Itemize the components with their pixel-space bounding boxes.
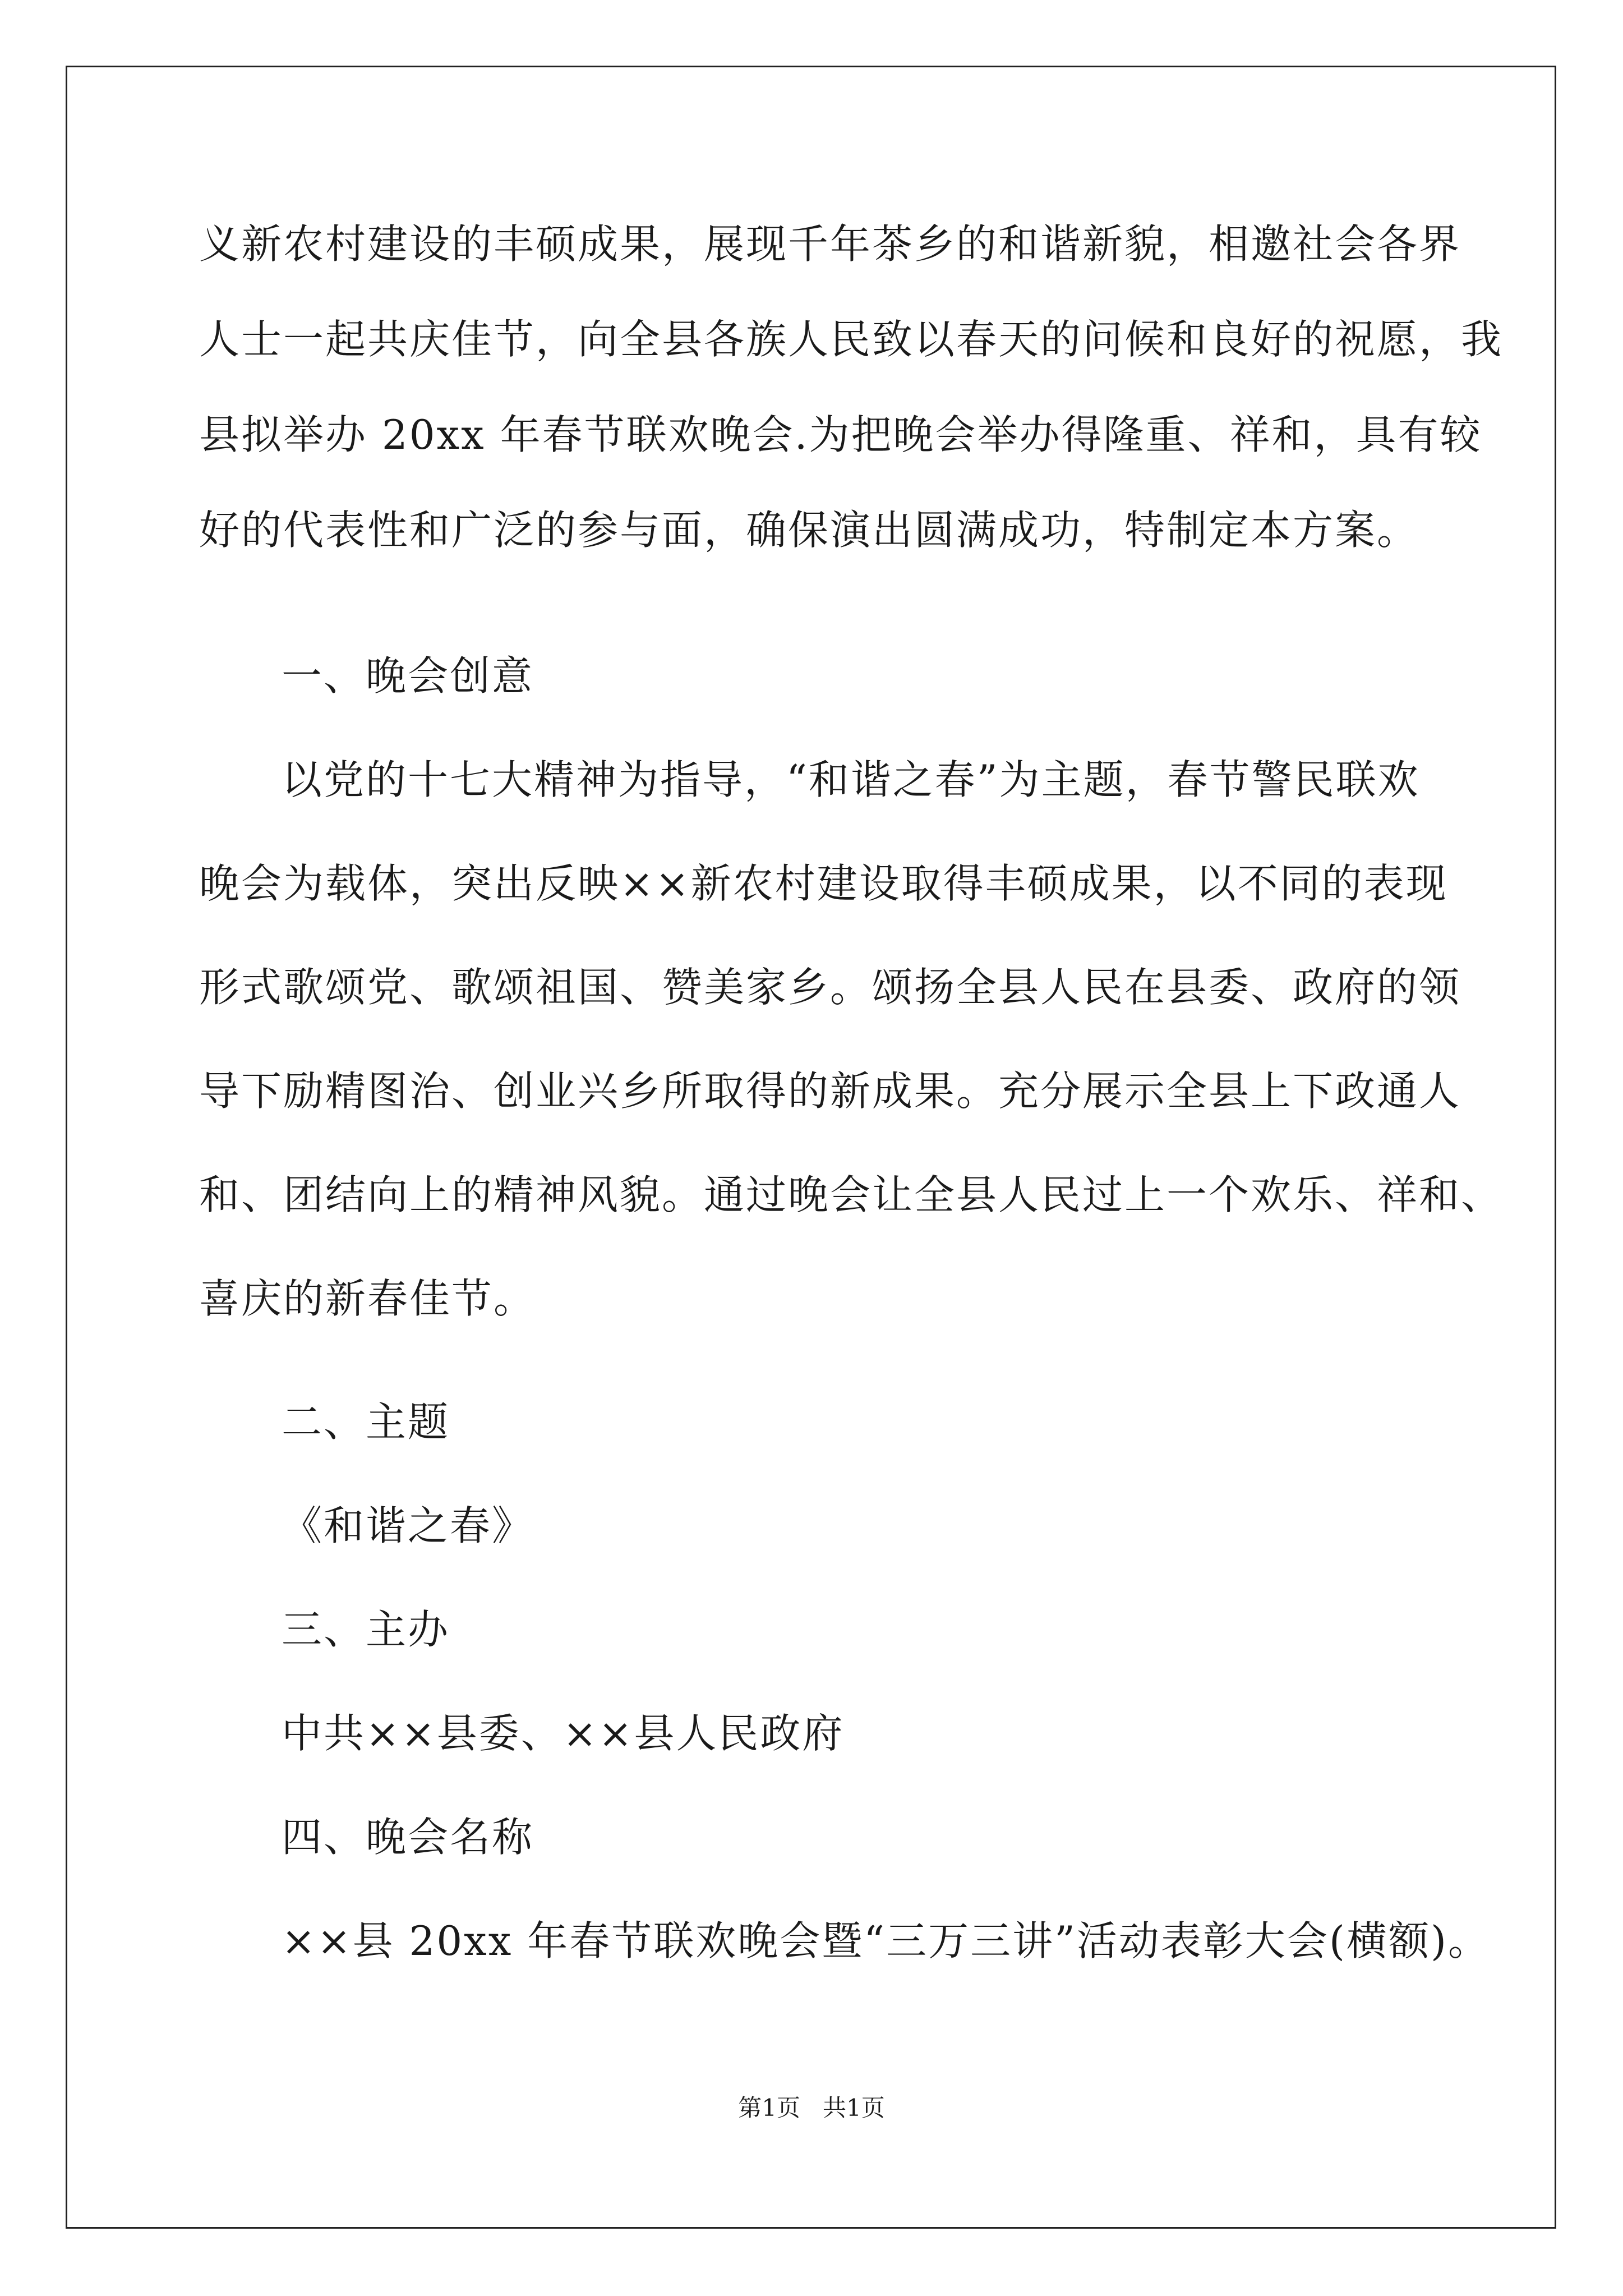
section-heading: 二、主题 <box>282 1398 450 1446</box>
paragraph-line: 县拟举办 20xx 年春节联欢晚会.为把晚会举办得隆重、祥和，具有较 <box>199 411 1482 458</box>
section-content: 中共××县委、××县人民政府 <box>282 1710 845 1757</box>
paragraph-line: 义新农村建设的丰硕成果，展现千年茶乡的和谐新貌，相邀社会各界 <box>199 220 1461 268</box>
paragraph-line: 晚会为载体，突出反映××新农村建设取得丰硕成果，以不同的表现 <box>199 860 1448 907</box>
section-heading: 四、晚会名称 <box>282 1814 534 1861</box>
section-heading: 一、晚会创意 <box>282 652 534 700</box>
paragraph-line: 导下励精图治、创业兴乡所取得的新成果。充分展示全县上下政通人 <box>199 1068 1461 1115</box>
paragraph-line: 人士一起共庆佳节，向全县各族人民致以春天的问候和良好的祝愿，我 <box>199 316 1504 363</box>
page-number-footer: 第1页 共1页 <box>738 2094 885 2122</box>
paragraph-line: 以党的十七大精神为指导，“和谐之春”为主题，春节警民联欢 <box>282 756 1420 803</box>
paragraph-line: 喜庆的新春佳节。 <box>199 1275 536 1322</box>
page-border <box>66 66 1556 2229</box>
paragraph-line: 和、团结向上的精神风貌。通过晚会让全县人民过上一个欢乐、祥和、 <box>199 1171 1504 1218</box>
section-content: 《和谐之春》 <box>282 1502 534 1549</box>
paragraph-line: 形式歌颂党、歌颂祖国、赞美家乡。颂扬全县人民在县委、政府的领 <box>199 964 1461 1011</box>
section-content: ××县 20xx 年春节联欢晚会暨“三万三讲”活动表彰大会(横额)。 <box>282 1917 1491 1964</box>
paragraph-line: 好的代表性和广泛的参与面，确保演出圆满成功，特制定本方案。 <box>199 507 1419 554</box>
section-heading: 三、主办 <box>282 1606 450 1653</box>
